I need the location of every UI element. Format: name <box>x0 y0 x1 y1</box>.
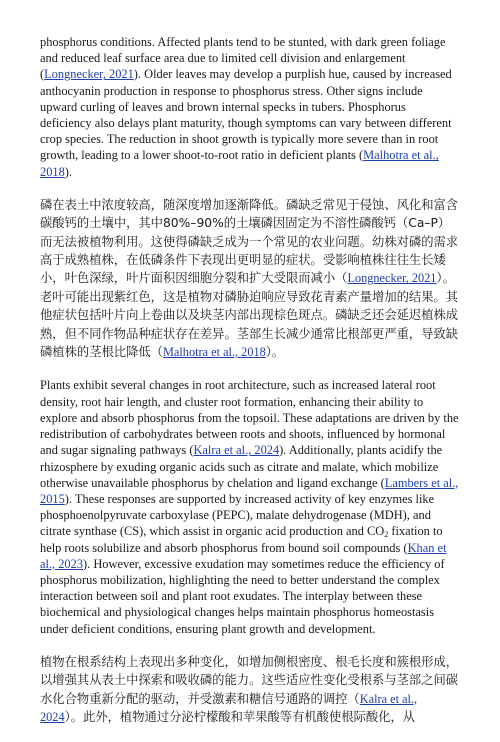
text-run: ). <box>64 164 73 179</box>
text-run: Plants exhibit several changes in root architecture, such as increased lateral root density, root hair length, and cluster root formation, enhancing their ability to explore and absorb phosphorus from the topsoil. These adaptations are driven by the redistribution of carbohydrates between roots and shoots, influenced by hormonal and sugar signaling pathways ( <box>40 378 459 458</box>
citation-link[interactable]: Kalra et al., 2024 <box>40 691 418 724</box>
article-body <box>40 34 460 742</box>
text-run: 磷在表土中浓度较高，随深度增加逐渐降低。磷缺乏常见于侵蚀、风化和富含碳酸钙的土壤中，其中80%–90%的土壤磷因固定为不溶性磷酸钙（Ca–P）而无法被植物利用。这使得磷缺乏成为一个常见的农业问题。幼株对磷的需求高于成熟植株，在低磷条件下表现出更明显的症状。受影响植株往往生长矮小，叶色深绿，叶片面积因细胞分裂和扩大受限而减小（ <box>40 197 459 286</box>
text-run: ). However, excessive exudation may sometimes reduce the efficiency of phosphorus mobilization, highlighting the need to better understand the complex interaction between soil and plant root exudates. The interplay between these biochemical and physiological changes helps maintain phosphorus homeostasis under deficient conditions, ensuring plant growth and development. <box>40 556 445 636</box>
subscript: 2 <box>384 530 389 540</box>
text-run: ). Additionally, plants acidify the rhizosphere by exuding organic acids such as citrate and malate, which mobilize otherwise unavailable phosphorus by chelation and ligand exchange ( <box>40 443 443 490</box>
paragraph-zh-1 <box>40 196 460 362</box>
citation-link[interactable]: Malhotra et al., 2018 <box>162 345 266 360</box>
citation-link[interactable]: Khan et al., 2023 <box>40 540 447 571</box>
citation-link[interactable]: Kalra et al., 2024 <box>193 443 280 458</box>
text-run: fixation to help roots solubilize and absorb phosphorus from bound soil compounds ( <box>40 524 443 555</box>
text-run: 植物在根系结构上表现出多种变化，如增加侧根密度、根毛长度和簇根形成，以增强其从表土中探索和吸收磷的能力。这些适应性变化受根系与茎部之间碳水化合物重新分配的驱动，并受激素和糖信号通路的调控（ <box>40 654 459 706</box>
paragraph-en-1 <box>40 34 460 180</box>
citation-link[interactable]: Malhotra et al., 2018 <box>40 148 439 179</box>
citation-link[interactable]: Lambers et al., 2015 <box>40 475 459 506</box>
text-run: ). Older leaves may develop a purplish hue, caused by increased anthocyanin production in response to phosphorus stress. Other signs include upward curling of leaves and brown internal specks in tubers. Phosphorus deficiency also delays plant maturity, though symptoms can vary between different crop species. The reduction in shoot growth is typically more severe than in root growth, leading to a lower shoot-to-root ratio in deficient plants ( <box>40 67 452 163</box>
text-run: ). These responses are supported by increased activity of key enzymes like phosphoenolpyruvate carboxylase (PEPC), malate dehydrogenase (MDH), and citrate synthase (CS), which assist in organic acid production and CO <box>40 491 435 539</box>
text-run: ）。老叶可能出现紫红色，这是植物对磷胁迫响应导致花青素产量增加的结果。其他症状包括叶片向上卷曲以及块茎内部出现棕色斑点。磷缺乏还会延迟植株成熟，但不同作物品种症状存在差异。茎部生长减少通常比根部更严重，导致缺磷植株的茎根比降低（ <box>40 271 459 360</box>
text-run: ）。此外，植物通过分泌柠檬酸和苹果酸等有机酸使根际酸化，从 <box>64 709 416 724</box>
paragraph-zh-2 <box>40 653 460 727</box>
text-run: ）。 <box>265 345 285 360</box>
text-run: phosphorus conditions. Affected plants tend to be stunted, with dark green foliage and reduced leaf surface area due to limited cell division and enlargement ( <box>40 35 446 82</box>
citation-link[interactable]: Longnecker, 2021 <box>44 67 134 82</box>
citation-link[interactable]: Longnecker, 2021 <box>347 271 437 286</box>
paragraph-en-2 <box>40 377 460 636</box>
